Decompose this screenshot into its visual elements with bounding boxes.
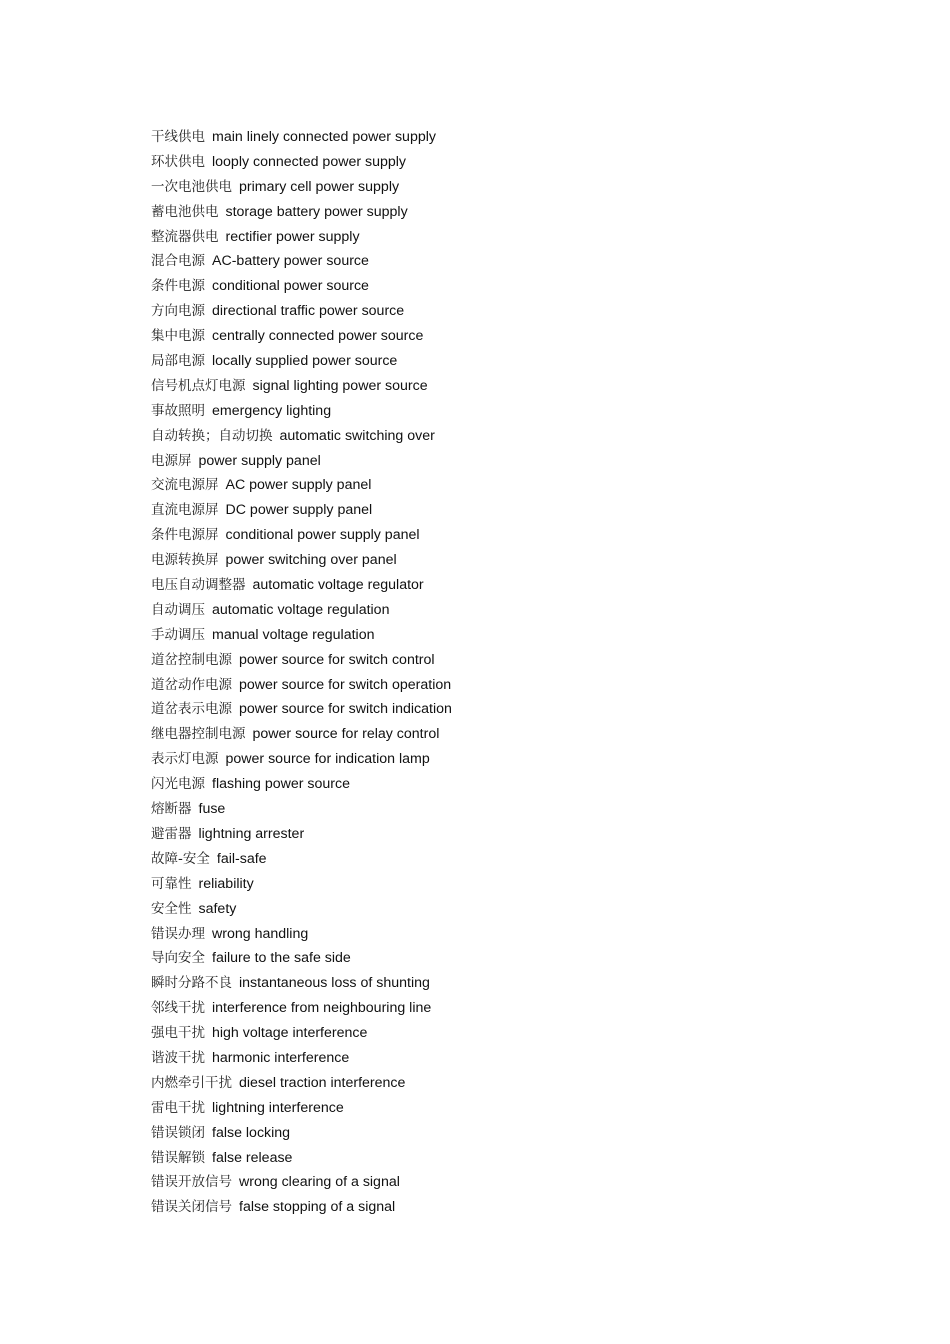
glossary-entry: [151, 847, 851, 872]
chinese-term: 表示灯电源: [151, 751, 219, 768]
glossary-entry: [151, 1121, 851, 1146]
chinese-term: 继电器控制电源: [151, 726, 246, 743]
chinese-term: 电源转换屏: [151, 552, 219, 569]
english-term: fail-safe: [216, 850, 267, 867]
chinese-term: 错误解锁: [151, 1149, 205, 1166]
english-term: high voltage interference: [212, 1025, 368, 1042]
chinese-term: 瞬时分路不良: [151, 975, 232, 992]
chinese-term: 内燃牵引干扰: [151, 1074, 232, 1091]
chinese-term: 导向安全: [151, 950, 205, 967]
english-term: failure to the safe side: [212, 950, 351, 967]
glossary-entry: [151, 1071, 851, 1096]
chinese-term: 道岔控制电源: [151, 651, 232, 668]
glossary-entry: [151, 1146, 851, 1171]
english-term: directional traffic power source: [212, 303, 405, 320]
chinese-term: 直流电源屏: [151, 502, 219, 519]
chinese-term: 道岔表示电源: [151, 701, 232, 718]
glossary-entry: [151, 872, 851, 897]
glossary-entry: [151, 722, 851, 747]
glossary-entry: [151, 449, 851, 474]
chinese-term: 干线供电: [151, 129, 205, 145]
glossary-entry: [151, 324, 851, 349]
chinese-term: 错误关闭信号: [151, 1199, 232, 1216]
glossary-entry: [151, 498, 851, 523]
glossary-entry: [151, 1170, 851, 1195]
glossary-entry: [151, 673, 851, 698]
glossary-entry: [151, 1046, 851, 1071]
chinese-term: 熔断器: [151, 801, 192, 818]
glossary-entry: [151, 374, 851, 399]
glossary-entry: [151, 922, 851, 947]
chinese-term: 手动调压: [151, 626, 205, 643]
chinese-term: 避雷器: [151, 825, 192, 842]
english-term: harmonic interference: [212, 1049, 350, 1066]
english-term: wrong clearing of a signal: [239, 1174, 400, 1191]
english-term: AC power supply panel: [225, 477, 372, 494]
glossary-entry: [151, 523, 851, 548]
chinese-term: 环状供电: [151, 153, 205, 170]
english-term: conditional power source: [212, 278, 369, 295]
glossary-entry: [151, 996, 851, 1021]
chinese-term: 雷电干扰: [151, 1099, 205, 1116]
chinese-term: 自动转换；自动切换: [151, 427, 273, 444]
glossary-entry: [151, 150, 851, 175]
english-term: storage battery power supply: [225, 203, 408, 220]
english-term: diesel traction interference: [239, 1074, 406, 1091]
glossary-entry: [151, 225, 851, 250]
chinese-term: 谐波干扰: [151, 1049, 205, 1066]
chinese-term: 条件电源屏: [151, 527, 219, 544]
chinese-term: 混合电源: [151, 253, 205, 270]
english-term: centrally connected power source: [212, 328, 424, 345]
english-term: power supply panel: [198, 452, 321, 469]
glossary-entry: [151, 772, 851, 797]
english-term: power switching over panel: [225, 552, 397, 569]
english-term: false locking: [212, 1124, 291, 1141]
glossary-entry: [151, 1021, 851, 1046]
glossary-entry: [151, 424, 851, 449]
chinese-term: 闪光电源: [151, 776, 205, 793]
chinese-term: 局部电源: [151, 353, 205, 370]
glossary-entry: [151, 125, 851, 150]
chinese-term: 道岔动作电源: [151, 676, 232, 693]
english-term: looply connected power supply: [212, 153, 407, 170]
chinese-term: 一次电池供电: [151, 178, 232, 195]
english-term: power source for switch control: [239, 651, 435, 668]
glossary-entry: [151, 200, 851, 225]
english-term: DC power supply panel: [225, 502, 373, 519]
glossary-entry: [151, 648, 851, 673]
english-term: flashing power source: [212, 776, 351, 793]
glossary-entry: [151, 971, 851, 996]
glossary-entry: [151, 175, 851, 200]
glossary-entry: [151, 349, 851, 374]
chinese-term: 条件电源: [151, 278, 205, 295]
english-term: false stopping of a signal: [239, 1199, 396, 1216]
english-term: conditional power supply panel: [225, 527, 420, 544]
english-term: lightning arrester: [198, 825, 305, 842]
glossary-entry: [151, 1096, 851, 1121]
glossary-entry: [151, 473, 851, 498]
glossary-entry: [151, 399, 851, 424]
chinese-term: 电压自动调整器: [151, 577, 246, 594]
english-term: automatic voltage regulation: [212, 601, 390, 618]
chinese-term: 故障-安全: [151, 850, 210, 867]
english-term: automatic voltage regulator: [252, 577, 424, 594]
english-term: AC-battery power source: [212, 253, 369, 270]
chinese-term: 可靠性: [151, 875, 192, 892]
glossary-entry: [151, 822, 851, 847]
english-term: power source for switch indication: [239, 701, 452, 718]
glossary-entry: [151, 747, 851, 772]
english-term: safety: [198, 900, 237, 917]
english-term: signal lighting power source: [252, 377, 428, 394]
chinese-term: 蓄电池供电: [151, 203, 219, 220]
english-term: interference from neighbouring line: [212, 1000, 432, 1017]
chinese-term: 电源屏: [151, 452, 192, 469]
glossary-entry: [151, 598, 851, 623]
english-term: emergency lighting: [212, 402, 332, 419]
glossary-entry: [151, 623, 851, 648]
chinese-term: 自动调压: [151, 601, 205, 618]
glossary-entry: [151, 299, 851, 324]
glossary-entry: [151, 797, 851, 822]
english-term: manual voltage regulation: [212, 626, 375, 643]
chinese-term: 错误锁闭: [151, 1124, 205, 1141]
english-term: automatic switching over: [279, 427, 435, 444]
chinese-term: 事故照明: [151, 402, 205, 419]
english-term: rectifier power supply: [225, 228, 360, 245]
english-term: power source for relay control: [252, 726, 440, 743]
glossary-entry: [151, 548, 851, 573]
glossary-entry: [151, 946, 851, 971]
glossary-entry: [151, 573, 851, 598]
english-term: main linely connected power supply: [212, 129, 436, 145]
glossary-entry: [151, 274, 851, 299]
english-term: primary cell power supply: [239, 178, 400, 195]
glossary-entry: [151, 897, 851, 922]
chinese-term: 错误办理: [151, 925, 205, 942]
glossary-entry: [151, 1195, 851, 1220]
chinese-term: 方向电源: [151, 303, 205, 320]
english-term: reliability: [198, 875, 254, 892]
english-term: instantaneous loss of shunting: [239, 975, 430, 992]
glossary-entry: [151, 697, 851, 722]
glossary-list: [151, 125, 851, 1220]
english-term: fuse: [198, 801, 226, 818]
chinese-term: 邻线干扰: [151, 1000, 205, 1017]
chinese-term: 信号机点灯电源: [151, 377, 246, 394]
chinese-term: 安全性: [151, 900, 192, 917]
chinese-term: 强电干扰: [151, 1025, 205, 1042]
chinese-term: 集中电源: [151, 328, 205, 345]
chinese-term: 错误开放信号: [151, 1174, 232, 1191]
english-term: power source for switch operation: [239, 676, 452, 693]
chinese-term: 整流器供电: [151, 228, 219, 245]
english-term: false release: [212, 1149, 293, 1166]
english-term: lightning interference: [212, 1099, 344, 1116]
english-term: locally supplied power source: [212, 353, 398, 370]
glossary-entry: [151, 249, 851, 274]
english-term: wrong handling: [212, 925, 309, 942]
english-term: power source for indication lamp: [225, 751, 430, 768]
chinese-term: 交流电源屏: [151, 477, 219, 494]
